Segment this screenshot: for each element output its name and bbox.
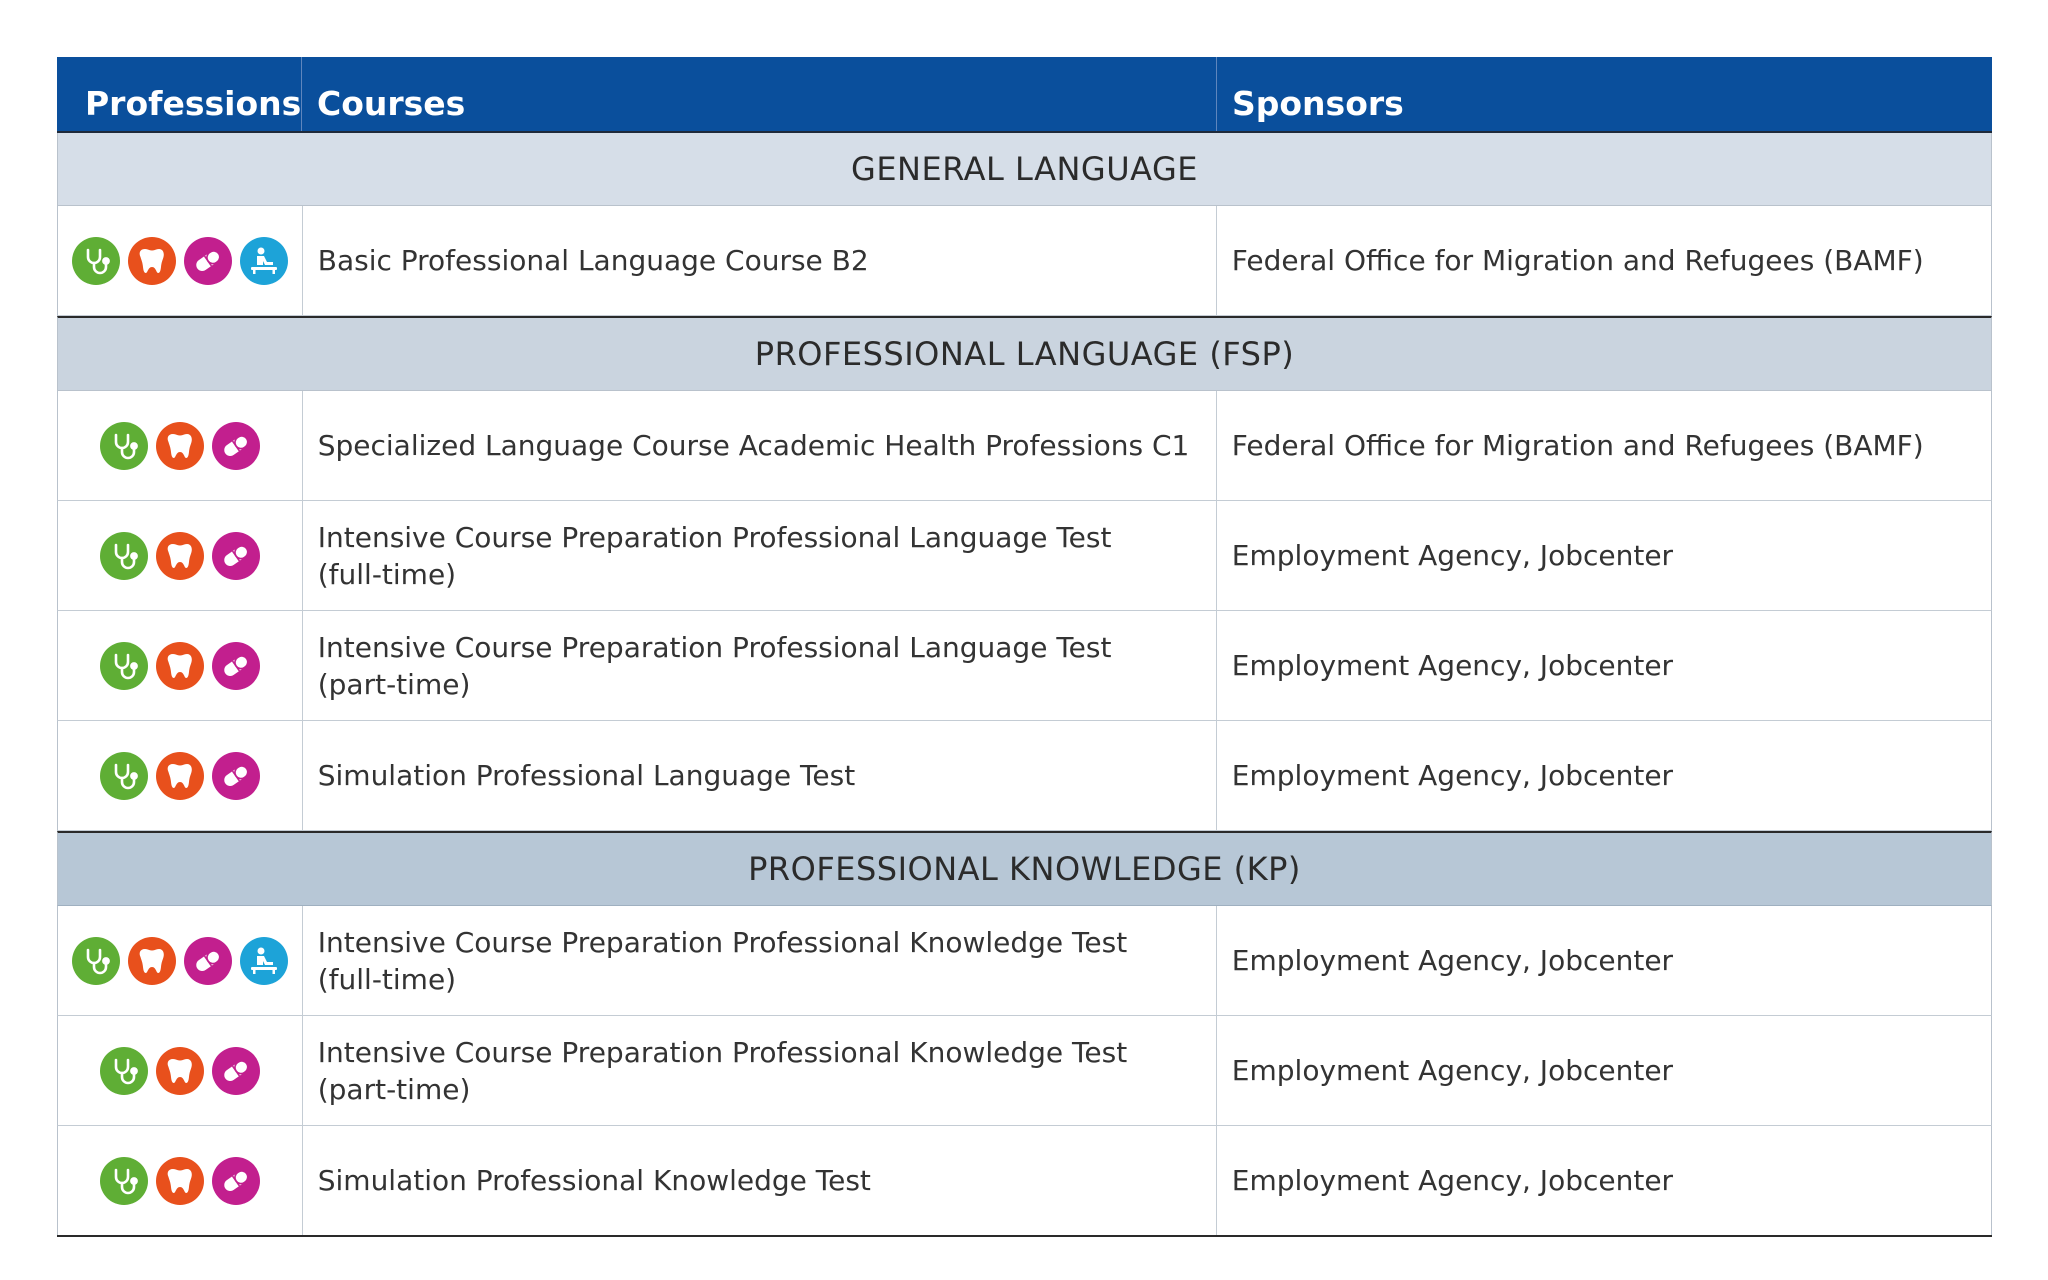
course-cell bbox=[303, 391, 1217, 500]
stethoscope-icon bbox=[72, 937, 120, 985]
professions-cell bbox=[58, 1016, 303, 1125]
stethoscope-icon bbox=[100, 1157, 148, 1205]
physiotherapy-icon bbox=[240, 237, 288, 285]
sponsor-name: Employment Agency, Jobcenter bbox=[1231, 944, 1674, 977]
course-name: Simulation Professional Knowledge Test bbox=[317, 1164, 871, 1197]
stethoscope-icon bbox=[72, 237, 120, 285]
course-cell bbox=[303, 721, 1217, 830]
header-professions: Professions bbox=[57, 57, 302, 131]
sponsor-cell bbox=[1217, 1016, 1991, 1125]
sponsor-name: Employment Agency, Jobcenter bbox=[1231, 759, 1674, 792]
tooth-icon bbox=[156, 532, 204, 580]
profession-icons bbox=[72, 237, 288, 285]
professions-cell bbox=[58, 391, 303, 500]
course-name: Intensive Course Preparation Professional Language Test (part-time) bbox=[317, 630, 1112, 701]
courses-table bbox=[57, 57, 1992, 1237]
sponsor-cell bbox=[1217, 721, 1991, 830]
pill-icon bbox=[212, 752, 260, 800]
professions-cell bbox=[58, 206, 303, 315]
professions-cell bbox=[58, 611, 303, 720]
pill-icon bbox=[212, 1047, 260, 1095]
header-sponsors: Sponsors bbox=[1232, 84, 1404, 123]
course-name: Simulation Professional Language Test bbox=[317, 759, 856, 792]
section-heading: PROFESSIONAL LANGUAGE (FSP) bbox=[57, 316, 1992, 391]
profession-icons bbox=[100, 642, 260, 690]
sponsor-cell bbox=[1217, 501, 1991, 610]
course-cell bbox=[303, 1016, 1217, 1125]
sponsor-name: Employment Agency, Jobcenter bbox=[1231, 539, 1674, 572]
pill-icon bbox=[212, 1157, 260, 1205]
course-cell bbox=[303, 906, 1217, 1015]
table-row bbox=[57, 391, 1992, 501]
sponsor-name: Federal Office for Migration and Refugees (BAMF) bbox=[1231, 429, 1924, 462]
course-name: Intensive Course Preparation Professional Knowledge Test (part-time) bbox=[317, 1035, 1128, 1106]
profession-icons bbox=[72, 937, 288, 985]
course-cell bbox=[303, 206, 1217, 315]
course-name: Specialized Language Course Academic Health Professions C1 bbox=[317, 429, 1190, 462]
table-row bbox=[57, 1016, 1992, 1126]
tooth-icon bbox=[156, 642, 204, 690]
profession-icons bbox=[100, 752, 260, 800]
table-row bbox=[57, 721, 1992, 831]
course-cell bbox=[303, 1126, 1217, 1235]
pill-icon bbox=[212, 642, 260, 690]
stethoscope-icon bbox=[100, 1047, 148, 1095]
sponsor-name: Employment Agency, Jobcenter bbox=[1231, 1054, 1674, 1087]
tooth-icon bbox=[128, 237, 176, 285]
profession-icons bbox=[100, 1157, 260, 1205]
table-row bbox=[57, 906, 1992, 1016]
course-name: Intensive Course Preparation Professional Language Test (full-time) bbox=[317, 520, 1112, 591]
course-name: Intensive Course Preparation Professional Knowledge Test (full-time) bbox=[317, 925, 1128, 996]
sponsor-cell bbox=[1217, 206, 1991, 315]
pill-icon bbox=[212, 422, 260, 470]
course-cell bbox=[303, 611, 1217, 720]
professions-cell bbox=[58, 501, 303, 610]
sponsor-cell bbox=[1217, 391, 1991, 500]
profession-icons bbox=[100, 532, 260, 580]
section-heading: PROFESSIONAL KNOWLEDGE (KP) bbox=[57, 831, 1992, 906]
stethoscope-icon bbox=[100, 752, 148, 800]
tooth-icon bbox=[128, 937, 176, 985]
sponsor-cell bbox=[1217, 611, 1991, 720]
pill-icon bbox=[212, 532, 260, 580]
pill-icon bbox=[184, 937, 232, 985]
sponsor-cell bbox=[1217, 1126, 1991, 1235]
header-courses: Courses bbox=[302, 57, 1217, 131]
sponsor-name: Federal Office for Migration and Refugees (BAMF) bbox=[1231, 244, 1924, 277]
tooth-icon bbox=[156, 752, 204, 800]
sponsor-cell bbox=[1217, 906, 1991, 1015]
professions-cell bbox=[58, 721, 303, 830]
table-body bbox=[57, 133, 1992, 1235]
stethoscope-icon bbox=[100, 642, 148, 690]
course-name: Basic Professional Language Course B2 bbox=[317, 244, 869, 277]
stethoscope-icon bbox=[100, 532, 148, 580]
table-header bbox=[57, 57, 1992, 133]
tooth-icon bbox=[156, 1157, 204, 1205]
table-row bbox=[57, 611, 1992, 721]
professions-cell bbox=[58, 906, 303, 1015]
tooth-icon bbox=[156, 422, 204, 470]
section-heading: GENERAL LANGUAGE bbox=[57, 133, 1992, 206]
sponsor-name: Employment Agency, Jobcenter bbox=[1231, 649, 1674, 682]
stethoscope-icon bbox=[100, 422, 148, 470]
profession-icons bbox=[100, 422, 260, 470]
table-row bbox=[57, 501, 1992, 611]
course-cell bbox=[303, 501, 1217, 610]
professions-cell bbox=[58, 1126, 303, 1235]
table-row bbox=[57, 206, 1992, 316]
table-row bbox=[57, 1126, 1992, 1235]
physiotherapy-icon bbox=[240, 937, 288, 985]
tooth-icon bbox=[156, 1047, 204, 1095]
sponsor-name: Employment Agency, Jobcenter bbox=[1231, 1164, 1674, 1197]
pill-icon bbox=[184, 237, 232, 285]
profession-icons bbox=[100, 1047, 260, 1095]
